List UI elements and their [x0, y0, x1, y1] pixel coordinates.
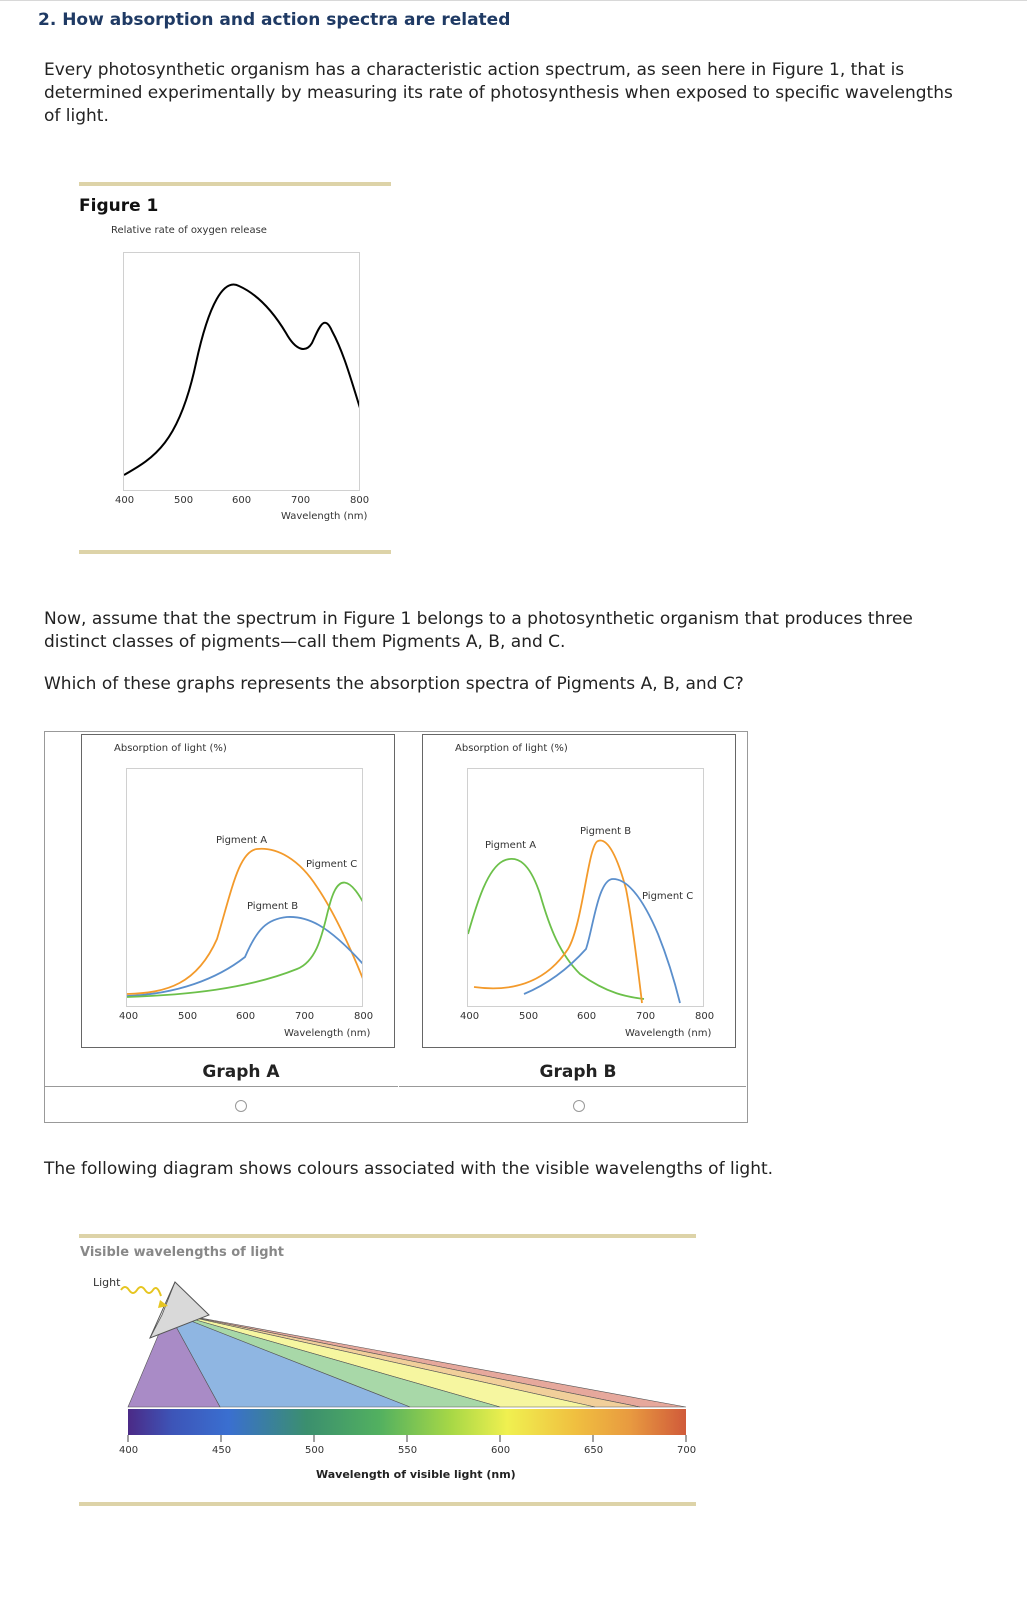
- intro-text: Every photosynthetic organism has a characteristic action spectrum, as seen here in Figure 1, that is determined experimentally by measuring its rate of photosynthesis when exposed to specific wavelengths of light.: [44, 60, 953, 126]
- graph-a-tick-400: 400: [119, 1011, 139, 1022]
- figure1-ylabel: Relative rate of oxygen release: [111, 225, 267, 236]
- visible-bottom-rule: [79, 1502, 696, 1506]
- graph-a-tick-800: 800: [354, 1011, 374, 1022]
- figure1-tick-800: 800: [350, 495, 370, 506]
- visible-tick-500: 500: [305, 1445, 325, 1456]
- graph-a-tick-700: 700: [295, 1011, 315, 1022]
- visible-tick-700: 700: [677, 1445, 697, 1456]
- visible-tick-650: 650: [584, 1445, 604, 1456]
- visible-tick-550: 550: [398, 1445, 418, 1456]
- graph-b-tick-800: 800: [695, 1011, 715, 1022]
- diagram-intro-text: The following diagram shows colours associated with the visible wavelengths of light.: [44, 1159, 774, 1179]
- graph-b-label-pigment-b: Pigment B: [580, 826, 632, 837]
- graph-b-tick-600: 600: [577, 1011, 597, 1022]
- graph-a-label-pigment-a: Pigment A: [216, 835, 268, 846]
- visible-tick-400: 400: [119, 1445, 139, 1456]
- light-label: Light: [93, 1276, 121, 1289]
- graph-a-label-pigment-b: Pigment B: [247, 901, 299, 912]
- figure1-tick-500: 500: [174, 495, 194, 506]
- graph-a-title: Graph A: [202, 1062, 280, 1082]
- section-title: 2. How absorption and action spectra are related: [38, 10, 511, 30]
- spectrum-bar: [128, 1409, 686, 1435]
- graph-b-label-pigment-c: Pigment C: [642, 891, 694, 902]
- figure1-tick-700: 700: [291, 495, 311, 506]
- visible-tick-450: 450: [212, 1445, 232, 1456]
- figure1-tick-600: 600: [232, 495, 252, 506]
- graph-b-xlabel: Wavelength (nm): [625, 1028, 712, 1039]
- figure1-tick-400: 400: [115, 495, 135, 506]
- graph-b-ylabel: Absorption of light (%): [455, 743, 568, 754]
- light-wave-icon: [121, 1287, 161, 1296]
- graph-b-title: Graph B: [539, 1062, 617, 1082]
- graph-b-tick-500: 500: [519, 1011, 539, 1022]
- figure1-xlabel: Wavelength (nm): [281, 511, 368, 522]
- visible-xlabel: Wavelength of visible light (nm): [316, 1468, 516, 1481]
- graph-a-tick-600: 600: [236, 1011, 256, 1022]
- graph-a-label-pigment-c: Pigment C: [306, 859, 358, 870]
- graph-b-label-pigment-a: Pigment A: [485, 840, 537, 851]
- visible-title: Visible wavelengths of light: [80, 1245, 285, 1260]
- graph-a-xlabel: Wavelength (nm): [284, 1028, 371, 1039]
- figure1-title: Figure 1: [79, 196, 159, 216]
- assume-text: Now, assume that the spectrum in Figure 1 belongs to a photosynthetic organism that produces three distinct classes of pigments—call them Pigments A, B, and C.: [44, 609, 913, 652]
- graph-a-ylabel: Absorption of light (%): [114, 743, 227, 754]
- graph-b-tick-400: 400: [460, 1011, 480, 1022]
- visible-tick-600: 600: [491, 1445, 511, 1456]
- question-text: Which of these graphs represents the absorption spectra of Pigments A, B, and C?: [44, 674, 744, 694]
- graph-a-tick-500: 500: [178, 1011, 198, 1022]
- graph-b-tick-700: 700: [636, 1011, 656, 1022]
